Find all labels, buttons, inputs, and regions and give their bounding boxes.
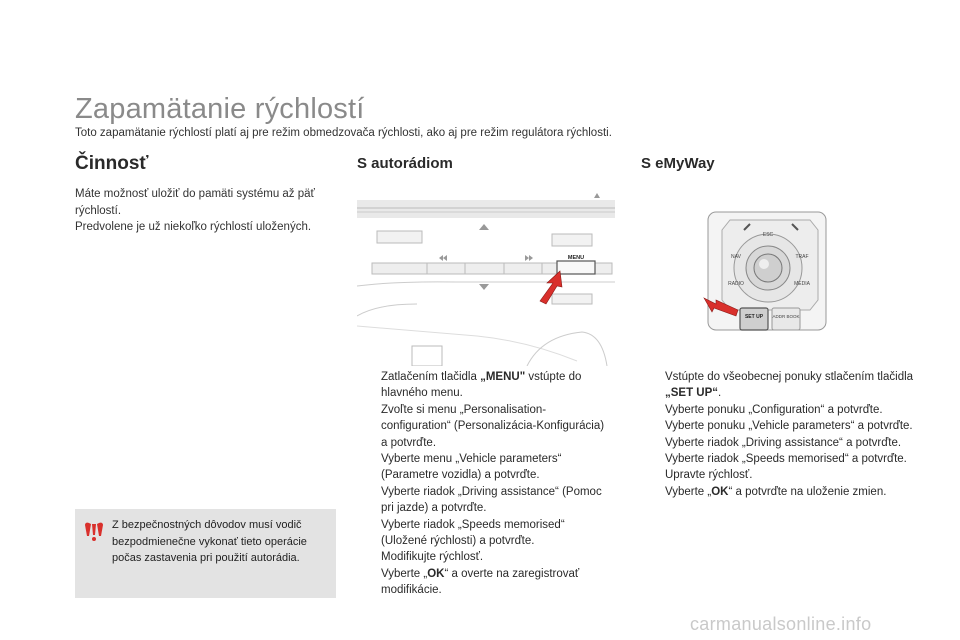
step-item [362, 549, 612, 565]
step-text: Vyberte riadok „Speeds memorised“ a potvrďte. [665, 453, 907, 466]
step-text: Zatlačením tlačidla [381, 371, 481, 383]
step-text: Vyberte „ [381, 567, 428, 580]
menu-button-label: MENU [567, 255, 585, 261]
step-item [646, 467, 916, 483]
keypad-setup-label: SET UP [744, 314, 764, 320]
step-item [646, 451, 916, 467]
step-text-end: . [718, 387, 722, 400]
step-item [646, 435, 916, 451]
intro-paragraph-1: Máte možnosť uložiť do pamäti systému až päť rýchlostí. [75, 188, 315, 217]
watermark: carmanualsonline.info [690, 614, 872, 634]
step-item [362, 402, 612, 451]
step-text: Modifikujte rýchlosť. [381, 551, 484, 564]
page-subtitle: Toto zapamätanie rýchlostí platí aj pre režim obmedzovača rýchlosti, ako aj pre režim regulátora rýchlosti. [75, 127, 612, 139]
step-highlight: „SET UP“ [665, 387, 719, 400]
intro-text [75, 186, 340, 236]
step-item [646, 402, 916, 418]
warning-text: Z bezpečnostných dôvodov musí vodič bezpodmienečne vykonať tieto operácie počas zastavenia pri použití autorádia. [112, 519, 307, 564]
keypad-radio-label: RADIO [728, 281, 744, 287]
step-text: Vyberte „ [665, 485, 712, 498]
keypad-addr-label: ADDR BOOK [772, 314, 800, 319]
step-item [362, 566, 612, 599]
step-item [646, 418, 916, 434]
step-highlight: OK [711, 485, 729, 498]
step-text-end: “ a potvrďte na uloženie zmien. [728, 485, 887, 498]
emyway-keypad-illustration [700, 210, 840, 350]
step-text: Vyberte riadok „Speeds memorised“ (Uložené rýchlosti) a potvrďte. [381, 518, 565, 548]
section-heading-emyway: S eMyWay [641, 155, 715, 172]
keypad-esc-label: ESC [762, 232, 774, 238]
page-title: Zapamätanie rýchlostí [75, 93, 365, 125]
step-text: Vyberte riadok „Driving assistance“ (Pomoc pri jazde) a potvrďte. [381, 485, 602, 515]
warning-icon [83, 521, 105, 543]
step-text: Vyberte ponuku „Vehicle parameters“ a potvrďte. [665, 420, 913, 433]
step-text: Vstúpte do všeobecnej ponuky stlačením tlačidla [665, 371, 914, 383]
warning-box [75, 509, 336, 598]
keypad-traf-label: TRAF [795, 254, 809, 260]
step-text: Zvoľte si menu „Personalisation-configuration“ (Personalizácia-Konfigurácia) a potvrďte. [381, 403, 605, 449]
step-item [646, 484, 916, 500]
step-text: Vyberte menu „Vehicle parameters“ (Parametre vozidla) a potvrďte. [381, 453, 562, 482]
step-highlight: OK [427, 567, 445, 580]
keypad-media-label: MEDIA [794, 281, 810, 287]
step-item [362, 451, 612, 484]
step-text: Vyberte ponuku „Configuration“ a potvrďte. [665, 403, 883, 416]
step-text-end: vstúpte do hlavného menu. [381, 371, 582, 400]
step-item [362, 484, 612, 517]
step-text: Upravte rýchlosť. [665, 469, 753, 482]
autoradio-steps [362, 369, 612, 599]
step-text-end: “ a overte na zaregistrovať modifikácie. [381, 567, 580, 597]
emyway-steps [646, 369, 916, 500]
step-item [362, 517, 612, 550]
step-item [646, 369, 916, 402]
step-text: Vyberte riadok „Driving assistance“ a potvrďte. [665, 436, 902, 449]
keypad-nav-label: NAV [731, 254, 741, 260]
step-item [362, 369, 612, 402]
intro-paragraph-2: Predvolene je už niekoľko rýchlostí uložených. [75, 221, 312, 233]
radio-faceplate-illustration [357, 186, 615, 366]
section-heading-autoradio: S autorádiom [357, 155, 453, 172]
step-highlight: „MENU" [480, 371, 526, 383]
section-heading-cinnost: Činnosť [75, 153, 149, 174]
